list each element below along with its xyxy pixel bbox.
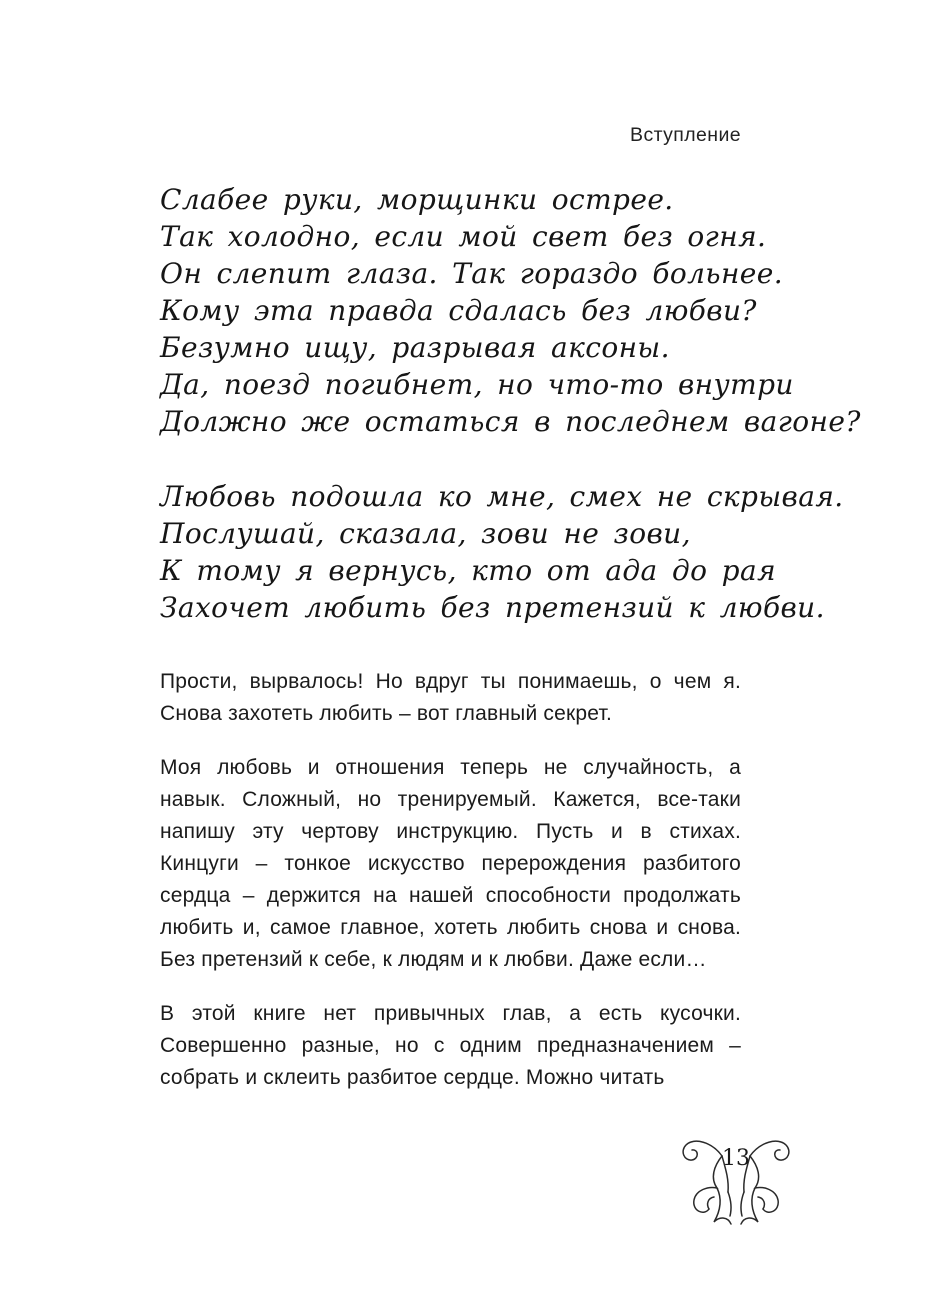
prose-paragraph: В этой книге нет привычных глав, а есть кусочки. Совершенно разные, но с одним предназначением – собрать и склеить разбитое сердце. Можно читать	[160, 1002, 741, 1089]
poem-line: Он слепит глаза. Так гораздо больнее.	[160, 257, 784, 290]
page-number: 13	[722, 1146, 750, 1171]
poem-line: Должно же остаться в последнем вагоне?	[160, 405, 861, 438]
prose-paragraph: Прости, вырвалось! Но вдруг ты понимаешь, о чем я. Снова захотеть любить – вот главный секрет.	[160, 670, 741, 725]
page-footer	[676, 1134, 796, 1238]
poem-stanza-1	[160, 181, 861, 440]
poem-line: Любовь подошла ко мне, смех не скрывая.	[160, 480, 844, 513]
poem-line: Захочет любить без претензий к любви.	[160, 591, 825, 624]
poem-line: Безумно ищу, разрывая аксоны.	[160, 331, 670, 364]
prose-body	[160, 666, 741, 1094]
poem-line: Слабее руки, морщинки острее.	[160, 183, 674, 216]
chapter-header: Вступление	[630, 124, 741, 146]
poem	[160, 181, 861, 626]
page-ornament-icon	[676, 1134, 796, 1238]
poem-line: Да, поезд погибнет, но что-то внутри	[160, 368, 794, 401]
poem-line: Послушай, сказала, зови не зови,	[160, 517, 691, 550]
page-column	[160, 0, 861, 1094]
poem-line: К тому я вернусь, кто от ада до рая	[160, 554, 777, 587]
poem-line: Кому эта правда сдалась без любви?	[160, 294, 757, 327]
poem-stanza-2	[160, 478, 844, 626]
poem-line: Так холодно, если мой свет без огня.	[160, 220, 767, 253]
prose-paragraph: Моя любовь и отношения теперь не случайность, а навык. Сложный, но тренируемый. Кажется, все-таки напишу эту чертову инструкцию. Пусть и в стихах. Кинцуги – тонкое искусство перерождения разбитого сердца – держится на нашей способности продолжать любить и, самое главное, хотеть любить снова и снова. Без претензий к себе, к людям и к любви. Даже если…	[160, 756, 741, 971]
